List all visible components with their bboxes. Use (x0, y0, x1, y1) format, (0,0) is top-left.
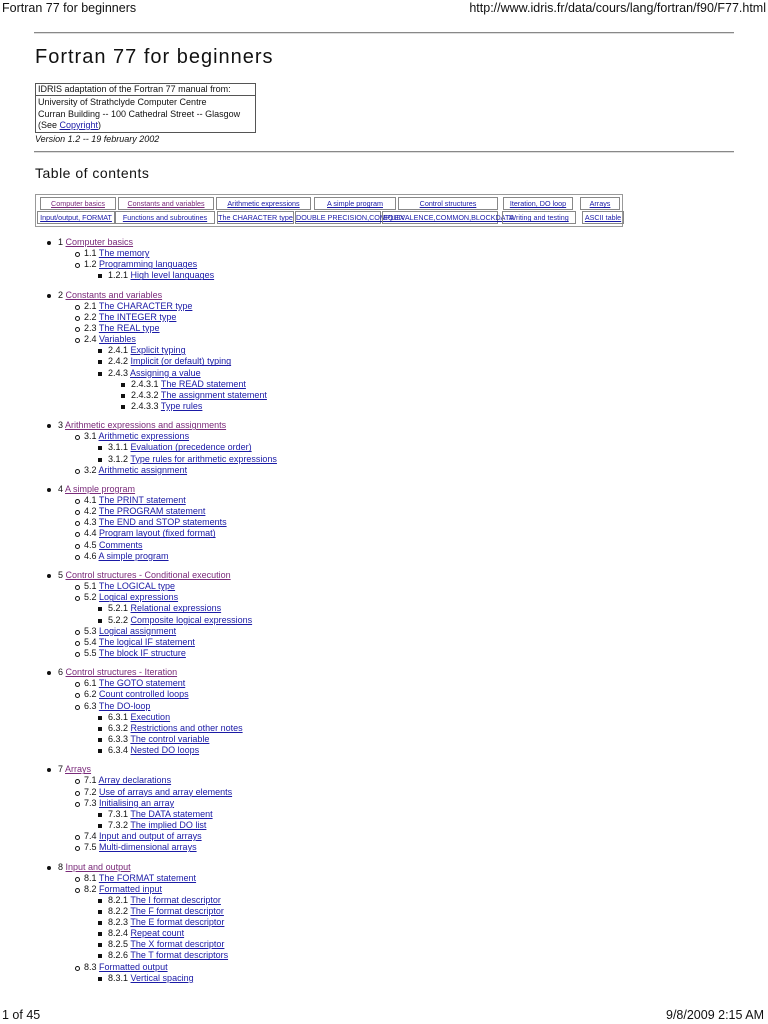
toc-number: 4.1 (84, 495, 97, 506)
toc-number: 2.4.1 (108, 345, 129, 356)
toc-item (108, 895, 221, 906)
toc-item (84, 312, 176, 323)
toc-number: 4.6 (84, 550, 97, 561)
toc-link[interactable]: The block IF structure (98, 647, 186, 658)
toc-link[interactable]: The I format descriptor (130, 894, 221, 905)
square-bullet-icon (98, 458, 102, 462)
toc-link[interactable]: Initialising an array (99, 797, 175, 808)
square-bullet-icon (98, 619, 102, 623)
footer-date: 9/8/2009 2:15 AM (666, 1008, 764, 1022)
toc-item (84, 798, 174, 809)
toc-link[interactable]: Logical assignment (99, 625, 177, 636)
toc-link[interactable]: Restrictions and other notes (130, 722, 243, 733)
square-bullet-icon (121, 405, 125, 409)
toc-number: 6.1 (84, 678, 97, 689)
toc-link[interactable]: Constants and variables (65, 289, 163, 300)
circle-bullet-icon (75, 705, 80, 710)
toc-number: 6 (58, 667, 64, 678)
toc-link[interactable]: Execution (130, 711, 171, 722)
toc-number: 5.2.1 (108, 603, 129, 614)
toc-number: 8.2.1 (108, 894, 129, 905)
square-bullet-icon (98, 824, 102, 828)
toc-number: 6.3.4 (108, 745, 129, 756)
toc-link[interactable]: Count controlled loops (99, 689, 189, 700)
square-bullet-icon (98, 738, 102, 742)
toc-item (84, 581, 175, 592)
idris-heading: IDRIS adaptation of the Fortran 77 manual from: (36, 84, 255, 96)
toc-number: 8.1 (84, 872, 97, 883)
circle-bullet-icon (75, 435, 80, 440)
toc-number: 4.4 (84, 528, 97, 539)
toc-link[interactable]: The READ statement (160, 378, 246, 389)
toc-number: 7.1 (84, 775, 97, 786)
square-bullet-icon (98, 899, 102, 903)
toc-item (84, 626, 176, 637)
toc-number: 3 (58, 420, 64, 431)
see-prefix: (See (38, 119, 60, 130)
see-suffix: ) (98, 119, 102, 130)
toc-number: 2.4.3 (108, 367, 129, 378)
toc-item (108, 603, 221, 614)
toc-link[interactable]: The CHARACTER type (98, 300, 193, 311)
toc-link[interactable]: Control structures - Iteration (65, 667, 178, 678)
toc-number: 6.2 (84, 689, 97, 700)
square-bullet-icon (98, 607, 102, 611)
toc-number: 4.2 (84, 506, 97, 517)
disc-bullet-icon (47, 488, 51, 492)
toc-item (108, 723, 243, 734)
toc-number: 1.2 (84, 259, 97, 270)
toc-item (131, 390, 267, 401)
square-bullet-icon (98, 349, 102, 353)
circle-bullet-icon (75, 316, 80, 321)
toc-link[interactable]: Array declarations (98, 775, 172, 786)
toc-number: 6.3 (84, 700, 97, 711)
toc-item (108, 950, 228, 961)
toc-item (108, 270, 214, 281)
square-bullet-icon (98, 360, 102, 364)
toc-item (84, 962, 168, 973)
toc-item (108, 917, 224, 928)
toc-number: 7.3.2 (108, 819, 129, 830)
toc-link[interactable]: Repeat count (130, 928, 185, 939)
toc-link[interactable]: High level languages (130, 270, 215, 281)
toc-number: 2 (58, 289, 64, 300)
toc-number: 1.1 (84, 248, 97, 259)
circle-bullet-icon (75, 263, 80, 268)
toc-number: 8.2 (84, 883, 97, 894)
circle-bullet-icon (75, 835, 80, 840)
toc-link[interactable]: The DO-loop (98, 700, 151, 711)
toc-number: 5.2 (84, 592, 97, 603)
nav-link[interactable]: EQUIVALENCE,COMMON,BLOCKDATA (383, 213, 514, 222)
toc-item (84, 689, 189, 700)
toc-item (58, 764, 91, 775)
toc-item (108, 734, 209, 745)
circle-bullet-icon (75, 544, 80, 549)
toc-link[interactable]: Explicit typing (130, 345, 186, 356)
toc-number: 2.4.2 (108, 356, 129, 367)
toc-link[interactable]: The implied DO list (130, 819, 207, 830)
toc-item (108, 442, 252, 453)
disc-bullet-icon (47, 768, 51, 772)
toc-link[interactable]: Arithmetic expressions and assignments (65, 420, 227, 431)
toc-link[interactable]: Programming languages (99, 259, 198, 270)
toc-link[interactable]: Composite logical expressions (130, 614, 253, 625)
toc-link[interactable]: Program layout (fixed format) (99, 528, 216, 539)
toc-number: 3.1.2 (108, 453, 129, 464)
circle-bullet-icon (75, 338, 80, 343)
toc-item (131, 401, 202, 412)
circle-bullet-icon (75, 469, 80, 474)
toc-number: 7.3 (84, 797, 97, 808)
toc-item (84, 592, 178, 603)
idris-line-1: University of Strathclyde Computer Centre (38, 97, 207, 108)
toc-link[interactable]: Arrays (65, 764, 92, 775)
toc-item (84, 465, 187, 476)
toc-link[interactable]: The PROGRAM statement (98, 506, 206, 517)
toc-link[interactable]: A simple program (98, 550, 169, 561)
toc-item (84, 873, 196, 884)
toc-number: 5.4 (84, 636, 97, 647)
toc-item (108, 939, 224, 950)
circle-bullet-icon (75, 499, 80, 504)
toc-item (84, 528, 216, 539)
toc-item (58, 420, 226, 431)
circle-bullet-icon (75, 693, 80, 698)
toc-item (84, 323, 160, 334)
toc-link[interactable]: The DATA statement (130, 808, 213, 819)
toc-number: 2.2 (84, 311, 97, 322)
toc-number: 6.3.3 (108, 733, 129, 744)
toc-link[interactable]: The X format descriptor (130, 939, 225, 950)
toc-number: 3.1 (84, 431, 97, 442)
toc-number: 7 (58, 764, 64, 775)
toc-item (108, 712, 170, 723)
toc-number: 7.3.1 (108, 808, 129, 819)
toc-item (58, 570, 231, 581)
disc-bullet-icon (47, 241, 51, 245)
disc-bullet-icon (47, 424, 51, 428)
toc-number: 8.2.3 (108, 917, 129, 928)
square-bullet-icon (98, 910, 102, 914)
toc-number: 8 (58, 861, 64, 872)
idris-line-2: Curran Building -- 100 Cathedral Street -- Glasgow (38, 108, 241, 119)
nav-link[interactable]: Iteration, DO loop (503, 197, 573, 210)
toc-item (84, 648, 186, 659)
toc-link[interactable]: The control variable (130, 733, 210, 744)
toc-link[interactable]: Computer basics (65, 237, 134, 247)
toc-item (108, 820, 206, 831)
circle-bullet-icon (75, 630, 80, 635)
nav-link[interactable]: DOUBLE PRECISION,COMPLEX (296, 213, 405, 222)
browser-print-footer (0, 1008, 768, 1024)
toc-link[interactable]: Logical expressions (99, 592, 179, 603)
toc-item (108, 454, 277, 465)
toc-item (84, 637, 195, 648)
footer-page-count: 1 of 45 (2, 1008, 41, 1022)
nav-link[interactable]: Functions and subroutines (115, 211, 215, 224)
toc-link[interactable]: The E format descriptor (130, 917, 225, 928)
toc-link[interactable]: Input and output (65, 861, 131, 872)
circle-bullet-icon (75, 252, 80, 257)
toc-number: 6.3.2 (108, 722, 129, 733)
toc-link[interactable]: The INTEGER type (98, 311, 177, 322)
toc-link[interactable]: Formatted output (99, 961, 168, 972)
toc-number: 1.2.1 (108, 270, 129, 281)
toc-number: 5 (58, 570, 64, 581)
circle-bullet-icon (75, 585, 80, 590)
disc-bullet-icon (47, 671, 51, 675)
circle-bullet-icon (75, 305, 80, 310)
toc-number: 1 (58, 237, 64, 247)
circle-bullet-icon (75, 779, 80, 784)
toc-link[interactable]: Formatted input (99, 883, 163, 894)
square-bullet-icon (121, 394, 125, 398)
circle-bullet-icon (75, 802, 80, 807)
toc-link[interactable]: The PRINT statement (98, 495, 186, 506)
toc-item (84, 701, 150, 712)
toc-link[interactable]: The FORMAT statement (98, 872, 197, 883)
toc-link[interactable]: Implicit (or default) typing (130, 356, 232, 367)
nav-link[interactable]: Control structures (398, 197, 498, 210)
circle-bullet-icon (75, 641, 80, 646)
toc-item (58, 667, 177, 678)
toc-number: 5.1 (84, 581, 97, 592)
toc-item (108, 809, 213, 820)
circle-bullet-icon (75, 555, 80, 560)
toc-link[interactable]: Assigning a value (130, 367, 201, 378)
version-text: Version 1.2 -- 19 february 2002 (35, 134, 160, 144)
toc-link[interactable]: Variables (99, 334, 136, 345)
nav-link[interactable]: Computer basics (40, 197, 116, 210)
toc-item (84, 334, 136, 345)
toc-item (108, 745, 199, 756)
toc-number: 4.5 (84, 539, 97, 550)
toc-item (108, 973, 194, 984)
square-bullet-icon (98, 932, 102, 936)
square-bullet-icon (98, 749, 102, 753)
toc-link[interactable]: Use of arrays and array elements (99, 786, 233, 797)
circle-bullet-icon (75, 327, 80, 332)
toc-link[interactable]: Vertical spacing (130, 972, 194, 983)
toc-item (84, 678, 185, 689)
toc-item (131, 379, 246, 390)
circle-bullet-icon (75, 966, 80, 971)
toc-number: 8.2.5 (108, 939, 129, 950)
toc-number: 3.1.1 (108, 442, 129, 453)
toc-link[interactable]: The F format descriptor (130, 906, 224, 916)
square-bullet-icon (98, 813, 102, 817)
circle-bullet-icon (75, 652, 80, 657)
circle-bullet-icon (75, 521, 80, 526)
toc-number: 5.2.2 (108, 614, 129, 625)
toc-link[interactable]: Evaluation (precedence order) (130, 442, 252, 453)
toc-number: 7.5 (84, 842, 97, 853)
square-bullet-icon (98, 977, 102, 981)
toc-link[interactable]: Arithmetic assignment (98, 464, 188, 475)
header-page-title: Fortran 77 for beginners (2, 1, 137, 15)
square-bullet-icon (98, 727, 102, 731)
toc-link[interactable]: The LOGICAL type (98, 581, 176, 592)
toc-number: 2.4.3.2 (131, 389, 159, 400)
nav-link[interactable]: Input/output, FORMAT (37, 211, 115, 224)
toc-number: 7.4 (84, 831, 97, 842)
square-bullet-icon (98, 274, 102, 278)
toc-link[interactable]: Relational expressions (130, 603, 222, 614)
header-url: http://www.idris.fr/data/cours/lang/fortran/f90/F77.html (469, 1, 766, 15)
toc-item (108, 345, 186, 356)
toc-title: Table of contents (35, 165, 150, 181)
circle-bullet-icon (75, 877, 80, 882)
toc-link[interactable]: The logical IF statement (98, 636, 195, 647)
square-bullet-icon (98, 954, 102, 958)
toc-link[interactable]: Comments (99, 539, 143, 550)
toc-item (84, 775, 171, 786)
toc-item (84, 884, 162, 895)
nav-link[interactable]: Arithmetic expressions (216, 197, 311, 210)
toc-link[interactable]: Type rules for arithmetic expressions (130, 453, 277, 464)
toc-number: 2.1 (84, 300, 97, 311)
nav-link[interactable]: Writing and testing (502, 211, 576, 224)
toc-item (58, 862, 131, 873)
circle-bullet-icon (75, 532, 80, 537)
toc-item (108, 615, 252, 626)
circle-bullet-icon (75, 596, 80, 601)
square-bullet-icon (98, 943, 102, 947)
toc-link[interactable]: Input and output of arrays (99, 831, 202, 842)
page-title: Fortran 77 for beginners (35, 46, 274, 68)
toc-number: 4.3 (84, 517, 97, 528)
circle-bullet-icon (75, 682, 80, 687)
toc-number: 7.2 (84, 786, 97, 797)
toc-link[interactable]: The GOTO statement (98, 678, 186, 689)
toc-number: 8.3.1 (108, 972, 129, 983)
toc-number: 2.3 (84, 323, 97, 334)
toc-item (58, 290, 162, 301)
toc-item (84, 540, 143, 551)
toc-link[interactable]: The END and STOP statements (98, 517, 227, 528)
toc-link[interactable]: Multi-dimensional arrays (99, 842, 197, 853)
toc-item (108, 356, 231, 367)
toc-item (84, 495, 186, 506)
nav-link[interactable]: Constants and variables (118, 197, 214, 210)
toc-number: 8.2.4 (108, 928, 129, 939)
toc-number: 3.2 (84, 464, 97, 475)
square-bullet-icon (98, 921, 102, 925)
toc-link[interactable]: A simple program (65, 484, 136, 494)
circle-bullet-icon (75, 846, 80, 851)
toc-link[interactable]: The memory (98, 248, 150, 259)
disc-bullet-icon (47, 294, 51, 298)
toc-item (84, 301, 192, 312)
toc-item (84, 842, 197, 853)
nav-link[interactable]: Arrays (580, 197, 620, 210)
toc-number: 2.4.3.1 (131, 378, 159, 389)
circle-bullet-icon (75, 888, 80, 893)
toc-item (58, 237, 133, 248)
nav-link[interactable]: The CHARACTER type (218, 213, 293, 222)
square-bullet-icon (121, 383, 125, 387)
nav-link[interactable]: A simple program (314, 197, 396, 210)
toc-item (108, 928, 184, 939)
toc-number: 5.3 (84, 625, 97, 636)
copyright-link[interactable]: Copyright (59, 119, 99, 130)
toc-item (84, 551, 169, 562)
toc-item (84, 259, 197, 270)
toc-number: 6.3.1 (108, 711, 129, 722)
nav-link[interactable]: ASCII table (582, 211, 624, 224)
toc-link[interactable]: Arithmetic expressions (98, 431, 190, 442)
square-bullet-icon (98, 372, 102, 376)
disc-bullet-icon (47, 866, 51, 870)
toc-number: 4 (58, 484, 64, 494)
disc-bullet-icon (47, 574, 51, 578)
toc-number: 5.5 (84, 647, 97, 658)
toc-item (108, 906, 224, 917)
toc-item (84, 431, 189, 442)
toc-item (84, 248, 149, 259)
circle-bullet-icon (75, 510, 80, 515)
toc-link[interactable]: Nested DO loops (130, 745, 200, 756)
toc-link[interactable]: Control structures - Conditional execution (65, 570, 231, 581)
toc-item (84, 831, 202, 842)
toc-item (84, 506, 205, 517)
circle-bullet-icon (75, 791, 80, 796)
toc-number: 8.3 (84, 961, 97, 972)
toc-link[interactable]: The assignment statement (160, 389, 267, 400)
toc-number: 8.2.6 (108, 950, 129, 961)
toc-link[interactable]: The T format descriptors (130, 950, 229, 961)
toc-link[interactable]: The REAL type (98, 323, 160, 334)
toc-item (108, 368, 201, 379)
toc-item (58, 484, 135, 495)
square-bullet-icon (98, 446, 102, 450)
toc-number: 2.4 (84, 334, 97, 345)
toc-item (84, 517, 227, 528)
toc-number: 2.4.3.3 (131, 400, 159, 411)
toc-link[interactable]: Type rules (160, 400, 203, 411)
toc-number: 8.2.2 (108, 906, 129, 916)
toc-item (84, 787, 232, 798)
square-bullet-icon (98, 716, 102, 720)
